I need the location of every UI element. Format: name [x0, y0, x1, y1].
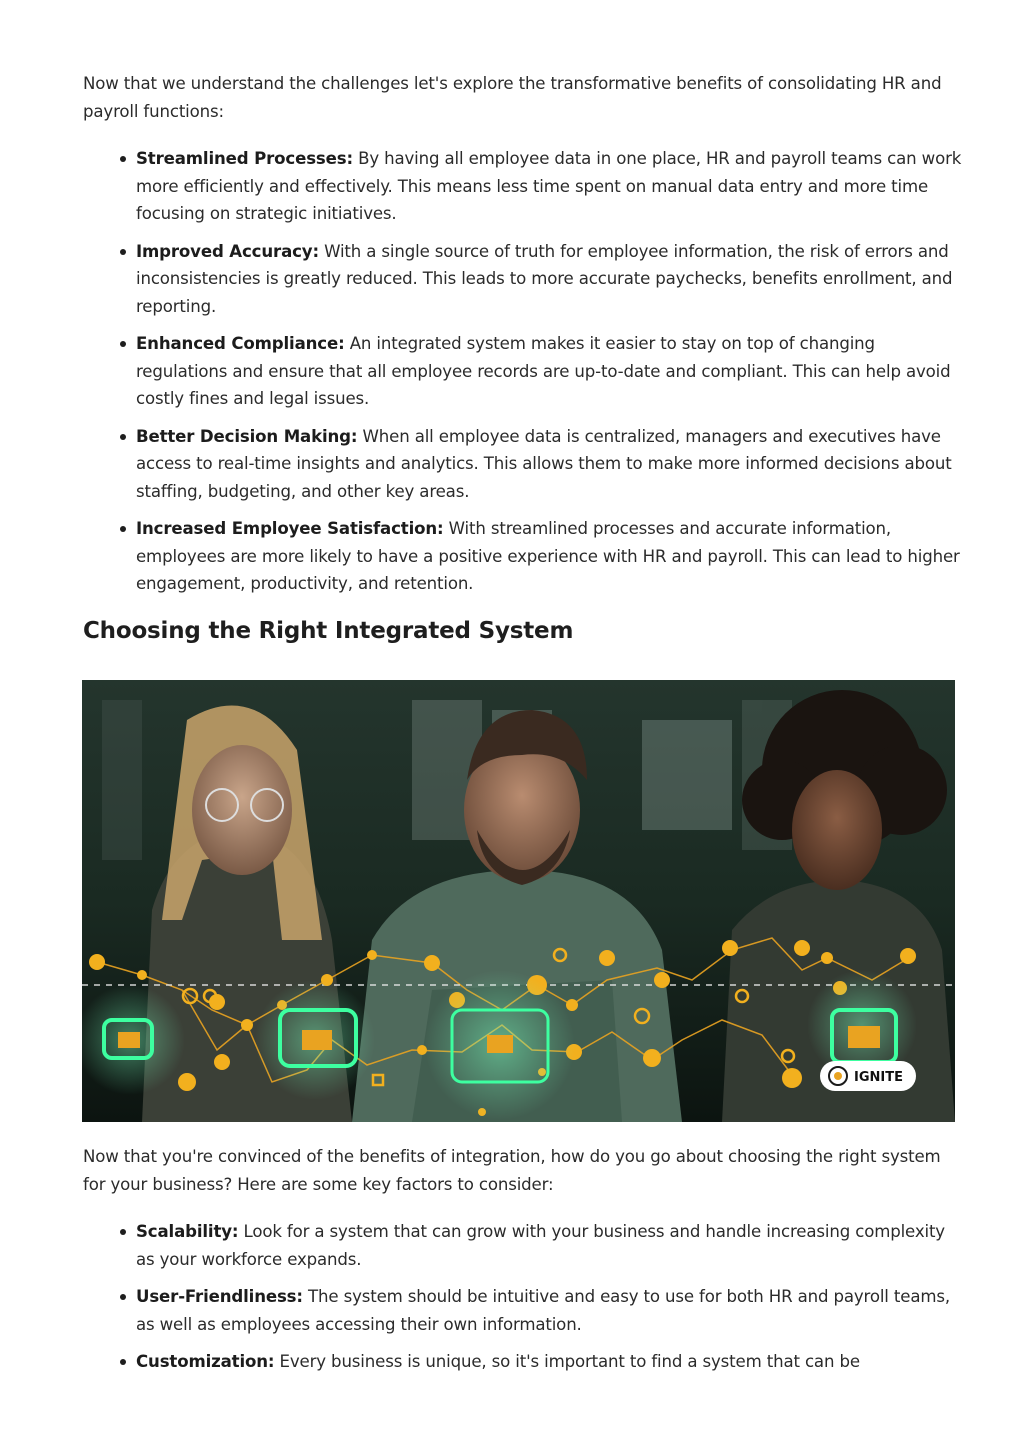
ignite-logo-text: IGNITE: [854, 1070, 903, 1085]
choose-intro-paragraph: Now that you're convinced of the benefits of integration, how do you go about choosing the right system for your business? Here are some key factors to consider:: [83, 1147, 941, 1194]
list-item: [83, 238, 963, 321]
list-item: [83, 145, 963, 228]
list-item: [83, 1348, 963, 1376]
benefit-term: Enhanced Compliance:: [136, 334, 345, 353]
list-item: [83, 1283, 963, 1338]
intro-paragraph: Now that we understand the challenges let's explore the transformative benefits of consolidating HR and payroll functions:: [83, 74, 942, 121]
list-item: [83, 515, 963, 598]
benefit-text: By having all employee data in one place, HR and payroll teams can work more efficiently and effectively. This means less time spent on manual data entry and more time focusing on strategic initiatives.: [136, 149, 962, 223]
benefit-text: When all employee data is centralized, managers and executives have access to real-time insights and analytics. This allows them to make more informed decisions about staffing, budgeting, and other key areas.: [136, 426, 952, 501]
benefit-term: Better Decision Making:: [136, 426, 358, 446]
list-item: [83, 1218, 963, 1273]
benefit-term: Streamlined Processes:: [136, 149, 353, 168]
hero-image: [82, 680, 955, 1122]
factor-term: Scalability:: [136, 1222, 239, 1241]
factor-term: User-Friendliness:: [136, 1287, 303, 1306]
benefit-text: An integrated system makes it easier to stay on top of changing regulations and ensure that all employee records are up-to-date and compliant. This can help avoid costly fines and legal issues.: [136, 334, 951, 408]
factor-text: The system should be intuitive and easy to use for both HR and payroll teams, as well as employees accessing their own information.: [136, 1287, 950, 1334]
benefit-text: With streamlined processes and accurate information, employees are more likely to have a positive experience with HR and payroll. This can lead to higher engagement, productivity, and retention.: [136, 519, 960, 593]
factor-text: Look for a system that can grow with your business and handle increasing complexity as your workforce expands.: [136, 1222, 945, 1269]
benefit-text: With a single source of truth for employee information, the risk of errors and inconsistencies is greatly reduced. This leads to more accurate paychecks, benefits enrollment, and reporting.: [136, 241, 953, 316]
benefit-term: Improved Accuracy:: [136, 241, 319, 261]
list-item: [83, 423, 963, 506]
benefits-list: [83, 145, 963, 608]
section-heading: Choosing the Right Integrated System: [83, 618, 574, 644]
list-item: [83, 330, 963, 413]
factors-list: [83, 1218, 963, 1386]
benefit-term: Increased Employee Satisfaction:: [136, 519, 444, 538]
factor-term: Customization:: [136, 1352, 275, 1371]
factor-text: Every business is unique, so it's important to find a system that can be: [274, 1352, 860, 1371]
